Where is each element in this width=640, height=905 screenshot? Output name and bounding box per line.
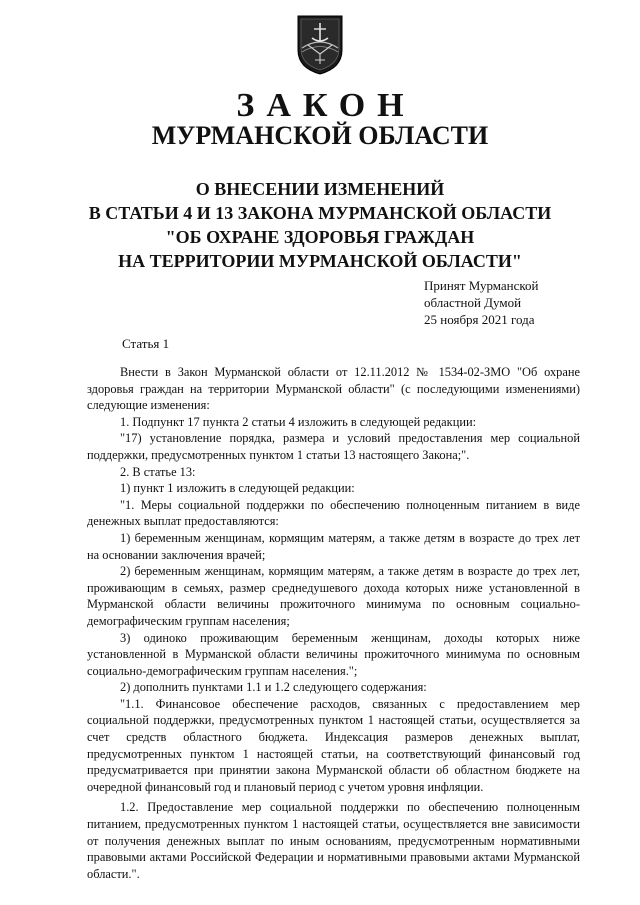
subject-line: "ОБ ОХРАНЕ ЗДОРОВЬЯ ГРАЖДАН <box>165 227 475 247</box>
paragraph: 1. Подпункт 17 пункта 2 статьи 4 изложить в следующей редакции: <box>120 414 477 429</box>
paragraph: 2) дополнить пунктами 1.1 и 1.2 следующего содержания: <box>120 680 427 695</box>
paragraph: 1) пункт 1 изложить в следующей редакции: <box>120 481 355 496</box>
subject-line: НА ТЕРРИТОРИИ МУРМАНСКОЙ ОБЛАСТИ" <box>118 251 522 271</box>
law-region-title: МУРМАНСКОЙ ОБЛАСТИ <box>151 121 489 150</box>
paragraph: 1.2. Предоставление мер социальной поддержки по обеспечению полноценным питанием, предусмотренных пунктом 1 настоящей статьи, осуществляется вне зависимости от получения денежных выплат по иным основаниям, предусмотренным нормативными правовыми актами Российской Федерации и нормативными правовыми актами Мурманской области.". <box>87 800 580 881</box>
paragraph: Внести в Закон Мурманской области от 12.11.2012 № 1534-02-ЗМО "Об охране здоровья граждан на территории Мурманской области" (с последующими изменениями) следующие изменения: <box>87 365 580 413</box>
adoption-line: областной Думой <box>424 295 522 310</box>
subject-line: В СТАТЬИ 4 И 13 ЗАКОНА МУРМАНСКОЙ ОБЛАСТИ <box>88 203 552 223</box>
adoption-date: 25 ноября 2021 года <box>424 312 535 327</box>
paragraph: "1. Меры социальной поддержки по обеспечению полноценным питанием в виде денежных выплат предоставляются: <box>87 497 580 529</box>
article-heading: Статья 1 <box>122 336 170 351</box>
law-title: ЗАКОН <box>236 87 416 124</box>
paragraph: 3) одиноко проживающим беременным женщинам, доходы которых ниже установленной в Мурманской области величины прожиточного минимума по основным социально-демографическим группам населения."; <box>87 630 580 678</box>
article-body <box>87 364 580 882</box>
law-subject-heading <box>60 177 580 273</box>
paragraph: "17) установление порядка, размера и условий предоставления мер социальной поддержки, предусмотренных пунктом 1 статьи 13 настоящего Закона;". <box>87 431 580 462</box>
coat-of-arms-emblem <box>296 14 344 76</box>
coat-of-arms-icon <box>296 14 344 76</box>
paragraph: 2. В статье 13: <box>120 464 196 479</box>
paragraph: 1) беременным женщинам, кормящим матерям, а также детям в возрасте до трех лет на основании заключения врачей; <box>87 530 580 562</box>
paragraph: 2) беременным женщинам, кормящим матерям, а также детям в возрасте до трех лет, проживающим в семьях, размер среднедушевого дохода которых ниже установленной в Мурманской области величины прожиточного минимума по основным социально-демографическим группам населения; <box>87 564 580 628</box>
subject-line: О ВНЕСЕНИИ ИЗМЕНЕНИЙ <box>195 179 445 199</box>
adoption-line: Принят Мурманской <box>424 278 539 293</box>
adoption-note <box>424 277 604 328</box>
paragraph: "1.1. Финансовое обеспечение расходов, связанных с предоставлением мер социальной поддержки, предусмотренных пунктом 1 настоящей статьи, осуществляется за счет средств областного бюджета. Индексация размеров денежных выплат, предусмотренных пунктом 1 настоящей статьи, на соответствующий финансовый год предусматривается при принятии закона Мурманской области об областном бюджете на очередной финансовый год и плановый период с учетом уровня инфляции. <box>87 696 580 794</box>
